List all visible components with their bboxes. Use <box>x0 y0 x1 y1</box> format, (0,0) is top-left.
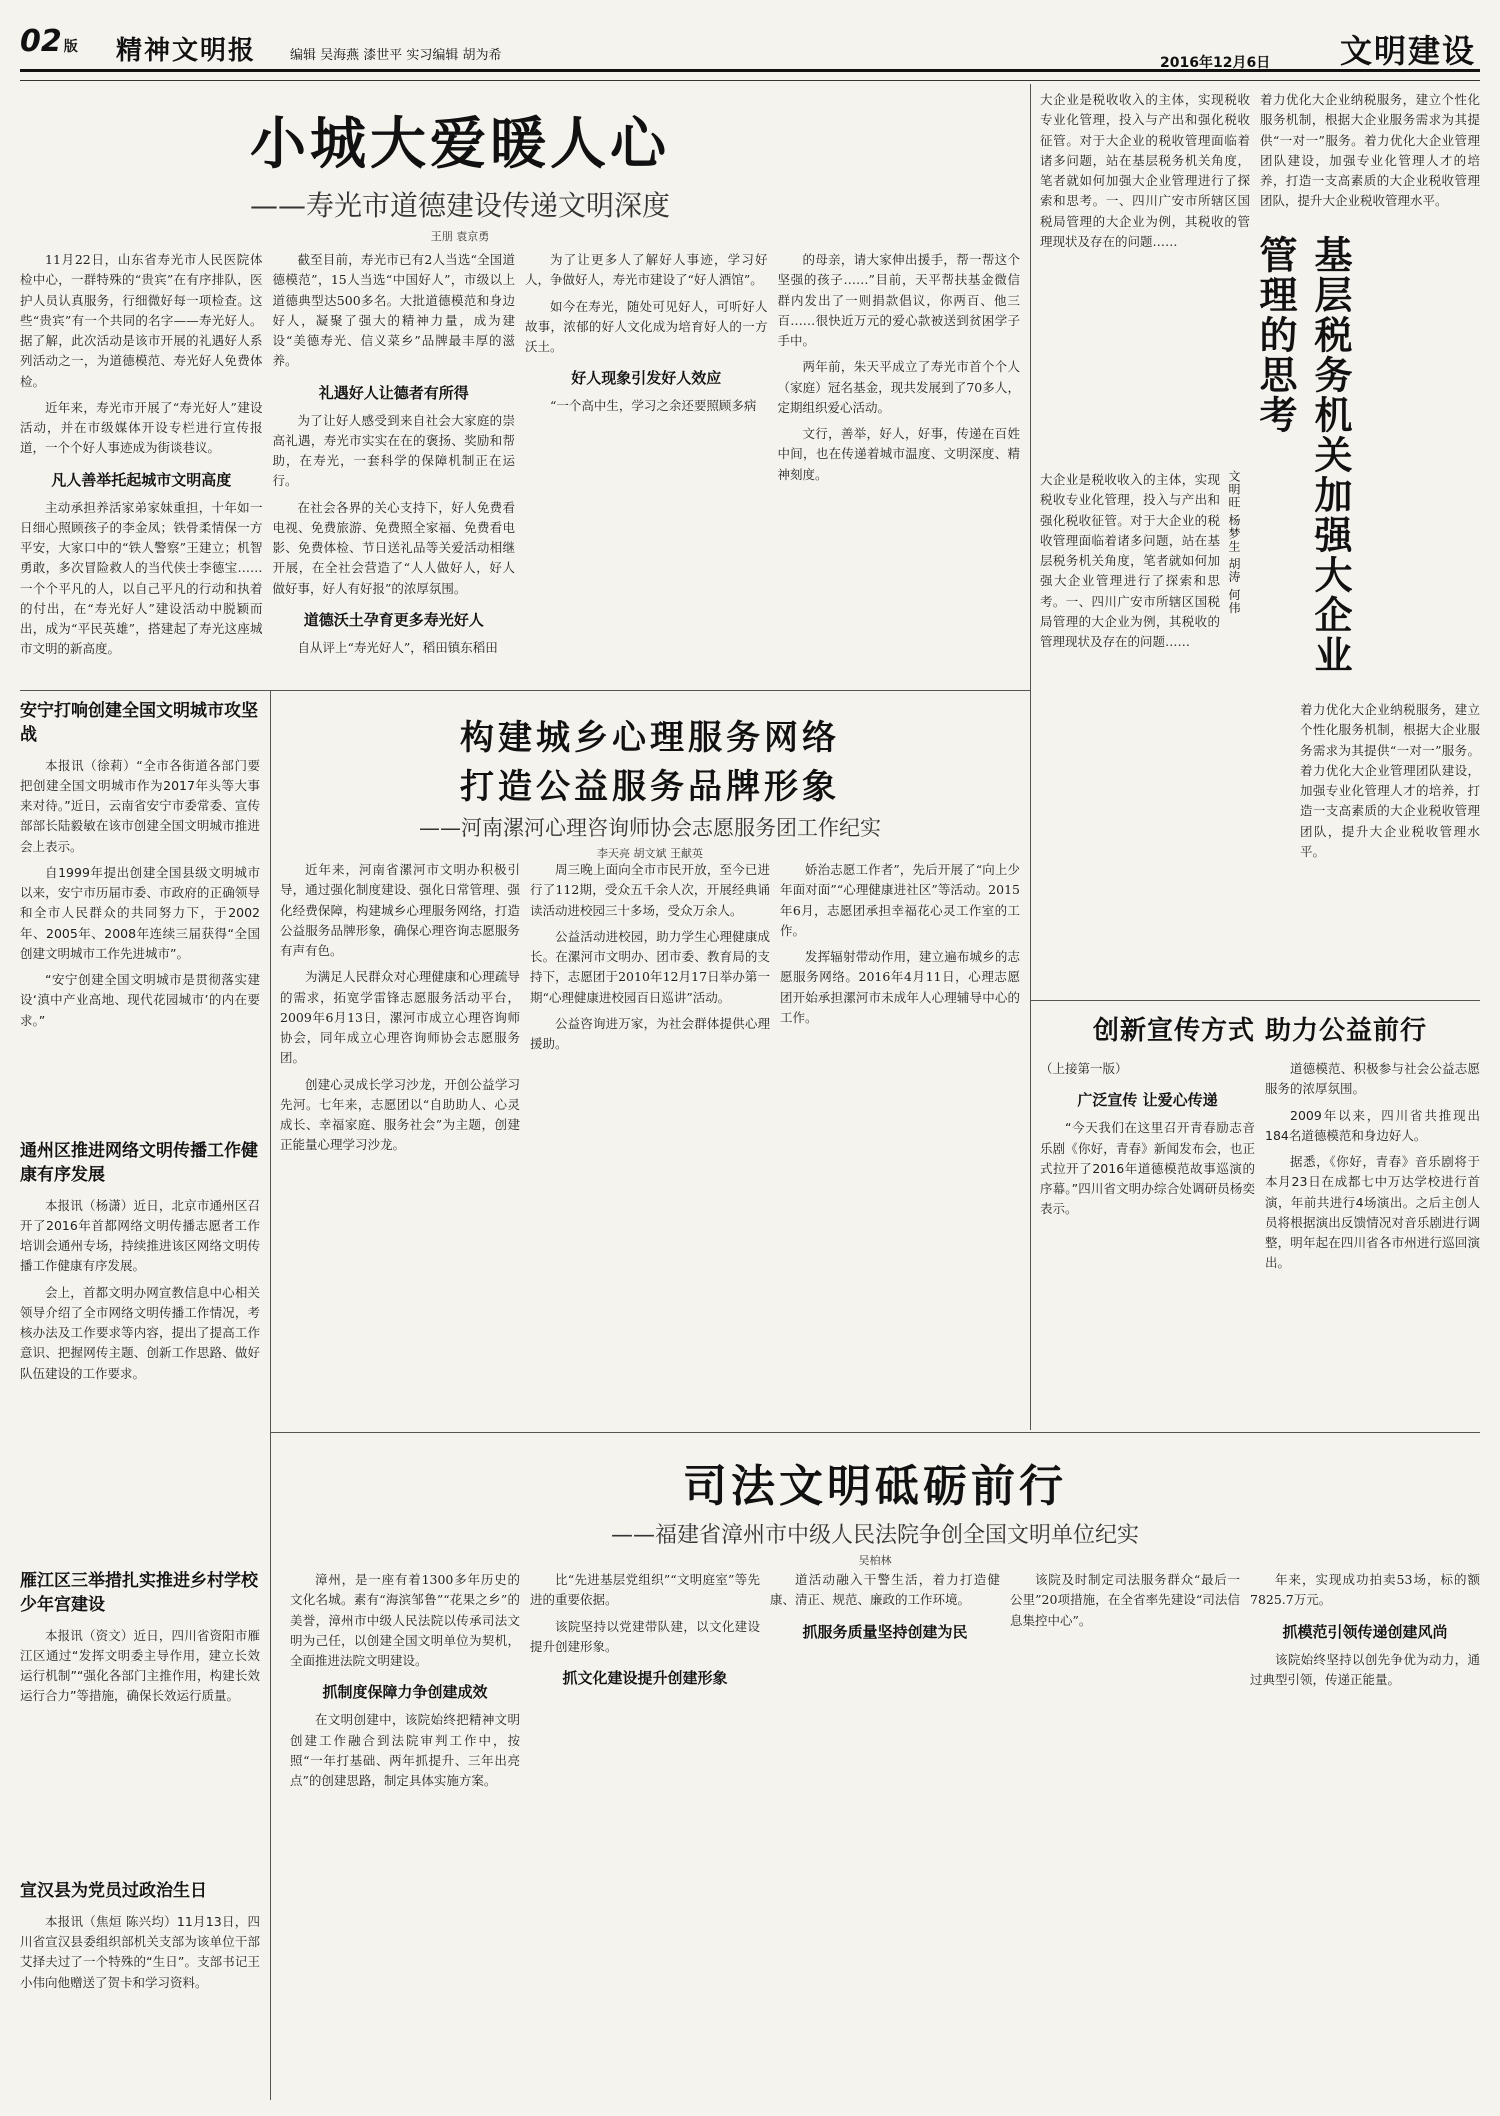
paragraph: 该院坚持以党建带队建，以文化建设提升创建形象。 <box>530 1618 760 1654</box>
paragraph: 年来，实现成功拍卖53场，标的额7825.7万元。 <box>1250 1572 1480 1608</box>
article9-header <box>300 1450 1450 1568</box>
article7-body <box>280 860 1020 1410</box>
article7-subtitle: ——河南漯河心理咨询师协会志愿服务团工作纪实 <box>419 816 881 840</box>
article7-column-1 <box>280 860 520 1410</box>
article9-column-2 <box>530 1570 760 2090</box>
issue-date: 2016年12月6日 <box>1160 55 1271 71</box>
article9-subhead-3: 抓服务质量坚持创建为民 <box>802 1622 968 1641</box>
paragraph: 文行，善举，好人，好事，传递在百姓中间，也在传递着城市温度、文明深度、精神刻度。 <box>777 426 1020 482</box>
masthead <box>20 22 1480 72</box>
editors-line: 编辑 吴海燕 漆世平 实习编辑 胡为希 <box>290 48 502 63</box>
article5 <box>20 1570 260 1846</box>
article9-column-4 <box>1010 1570 1240 2090</box>
article9-subhead-2: 抓文化建设提升创建形象 <box>562 1669 728 1687</box>
article5-title: 雁江区三举措扎实推进乡村学校少年宫建设 <box>20 1571 258 1615</box>
article1-column-3 <box>525 250 768 675</box>
paragraph: 比“先进基层党组织”“文明庭室”等先进的重要依据。 <box>530 1572 760 1608</box>
paragraph: 该院及时制定司法服务群众“最后一公里”20项措施，在全省率先建设“司法信息集控中心”。 <box>1010 1572 1240 1628</box>
paragraph: 两年前，朱天平成立了寿光市首个个人（家庭）冠名基金，现共发展到了70多人，定期组织爱心活动。 <box>777 359 1020 415</box>
article2-byline: 文明旺 杨梦生 胡涛 何伟 <box>1227 470 1241 615</box>
paragraph: 公益活动进校园，助力学生心理健康成长。在漯河市文明办、团市委、教育局的支持下，志愿团于2010年12月17日举办第一期“心理健康进校园百日巡讲”活动。 <box>530 928 770 1005</box>
divider <box>20 690 1030 691</box>
article2-title: 基层税务机关加强大企业管理的思考 <box>1253 235 1352 675</box>
article7-column-2 <box>530 860 770 1410</box>
divider <box>270 1432 1480 1433</box>
paragraph: “安宁创建全国文明城市是贯彻落实建设‘滇中产业高地、现代花园城市’的内在要求。” <box>20 972 260 1028</box>
article8-subhead: 广泛宣传 让爱心传递 <box>1077 1091 1218 1110</box>
article9-subtitle: ——福建省漳州市中级人民法院争创全国文明单位纪实 <box>610 1523 1139 1548</box>
article9-byline: 吴柏林 <box>858 1554 892 1567</box>
article1-subhead-2: 礼遇好人让德者有所得 <box>318 383 469 402</box>
paragraph: 道德模范、积极参与社会公益志愿服务的浓厚氛围。 <box>1265 1061 1480 1097</box>
article9-subhead-1: 抓制度保障力争创建成效 <box>322 1683 488 1702</box>
paragraph: 为了让更多人了解好人事迹，学习好人，争做好人，寿光市建设了“好人酒馆”。 <box>525 252 768 288</box>
article7-column-3 <box>780 860 1020 1410</box>
article1-body <box>20 250 1020 675</box>
divider <box>1030 84 1031 1084</box>
paragraph: 会上，首都文明办网宣教信息中心相关领导介绍了全市网络文明传播工作情况，考核办法及工作要求等内容，提出了提高工作意识、把握网传主题、创新工作思路、做好队伍建设的工作要求。 <box>20 1284 260 1381</box>
article4-title: 通州区推进网络文明传播工作健康有序发展 <box>20 1141 258 1185</box>
paragraph: 本报讯（焦烜 陈兴均）11月13日，四川省宣汉县委组织部机关支部为该单位干部艾择夫过了一个特殊的“生日”。支部书记王小伟向他赠送了贺卡和学习资料。 <box>20 1913 260 1990</box>
article9-column-3 <box>770 1570 1000 2090</box>
article1-column-1 <box>20 250 263 675</box>
paragraph: 的母亲，请大家伸出援手，帮一帮这个坚强的孩子……”目前，天平帮扶基金微信群内发出了一则捐款倡议，你两百、他三百……很快近万元的爱心款被送到贫困学子手中。 <box>777 252 1020 348</box>
paragraph: 自从评上“寿光好人”，稻田镇东稻田 <box>297 639 498 655</box>
divider <box>270 690 271 2100</box>
paragraph: 发挥辐射带动作用，建立遍布城乡的志愿服务网络。2016年4月11日，心理志愿团开始承担漯河市未成年人心理辅导中心的工作。 <box>780 949 1020 1025</box>
paragraph: 主动承担养活家弟家妹重担，十年如一日细心照顾孩子的李金凤；铁骨柔情保一方平安，大家口中的“铁人警察”王建立；机智勇敢，多次冒险救人的当代侠士李德宝……一个个平凡的人，以自己平凡的行动和执着的付出，在“寿光好人”建设活动中脱颖而出，成为“平民英雄”，搭建起了寿光这座城市文明的新高度。 <box>20 499 263 657</box>
paragraph: “今天我们在这里召开青春励志音乐剧《你好，青春》新闻发布会，也正式拉开了2016年道德模范故事巡演的序幕。”四川省文明办综合处调研员杨奕表示。 <box>1040 1120 1255 1217</box>
article1-subhead-3: 道德沃土孕育更多寿光好人 <box>303 610 484 629</box>
paragraph: 自1999年提出创建全国县级文明城市以来，安宁市历届市委、市政府的正确领导和全市人民群众的共同努力下，于2002年、2005年、2008年连续三届获得“全国创建文明城市工作先进城市”。 <box>20 864 260 961</box>
paragraph: 周三晚上面向全市市民开放，至今已进行了112期，受众五千余人次，开展经典诵读活动进校园三十多场，受众万余人。 <box>530 862 770 918</box>
section-title: 文明建设 <box>1339 32 1476 70</box>
article2-text-top-left: 大企业是税收收入的主体，实现税收专业化管理，投入与产出和强化税收征管。对于大企业的税收管理面临着诸多问题，站在基层税务机关角度，笔者就如何加强大企业管理进行了探索和思考。一、四川广安市所辖区国税局管理的大企业为例，其税收的管理现状及存在的问题…… <box>1040 92 1250 249</box>
article1-column-2 <box>273 250 516 675</box>
article8 <box>1040 1010 1480 1409</box>
article9-body <box>290 1570 1480 2090</box>
paragraph: 道活动融入干警生活，着力打造健康、清正、规范、廉政的工作环境。 <box>770 1572 1000 1608</box>
paragraph: 在文明创建中，该院始终把精神文明创建工作融合到法院审判工作中，按照“一年打基础、两年抓提升、三年出亮点”的创建思路，制定具体实施方案。 <box>290 1712 520 1788</box>
article1-title: 小城大爱暖人心 <box>250 112 670 177</box>
article9-column-1 <box>290 1570 520 2090</box>
article6-title: 宣汉县为党员过政治生日 <box>20 1881 207 1901</box>
article9-subhead-4: 抓模范引领传递创建风尚 <box>1282 1622 1448 1641</box>
article2-text-top-right: 着力优化大企业纳税服务，建立个性化服务机制，根据大企业服务需求为其提供“一对一”服务。着力优化大企业管理团队建设，加强专业化管理人才的培养，打造一支高素质的大企业税收管理团队，提升大企业税收管理水平。 <box>1260 92 1480 209</box>
paragraph: 本报讯（杨潇）近日，北京市通州区召开了2016年首都网络文明传播志愿者工作培训会通州专场，持续推进该区网络文明传播工作健康有序发展。 <box>20 1197 260 1274</box>
paragraph: 创建心灵成长学习沙龙，开创公益学习先河。七年来，志愿团以“自助助人、心灵成长、幸福家庭、服务社会”为主题，创建正能量心理学习沙龙。 <box>280 1076 520 1153</box>
paragraph: 在社会各界的关心支持下，好人免费看电视、免费旅游、免费照全家福、免费看电影、免费体检、节日送礼品等关爱活动相继开展，在全社会营造了“人人做好人，好人做好事，好人有好报”的浓厚氛围。 <box>272 499 515 596</box>
paragraph: 2009年以来，四川省共推现出184名道德模范和身边好人。 <box>1265 1107 1480 1143</box>
paragraph: 公益咨询进万家，为社会群体提供心理援助。 <box>530 1015 770 1051</box>
page-number: 02 版 <box>20 24 78 59</box>
article1-subtitle: ——寿光市道德建设传递文明深度 <box>249 189 670 222</box>
paragraph: 近年来，河南省漯河市文明办积极引导，通过强化制度建设、强化日常管理、强化经费保障，构建城乡心理服务网络，打造公益服务品牌形象，确保心理咨询志愿服务有声有色。 <box>280 862 520 958</box>
paper-name: 精神文明报 <box>116 36 257 66</box>
article2-text-bottom-right: 着力优化大企业纳税服务，建立个性化服务机制，根据大企业服务需求为其提供“一对一”服务。着力优化大企业管理团队建设，加强专业化管理人才的培养，打造一支高素质的大企业税收管理团队，提升大企业税收管理水平。 <box>1300 702 1480 859</box>
article1-byline: 王朋 袁京勇 <box>430 230 490 243</box>
divider <box>1030 1000 1031 1430</box>
article8-title: 创新宣传方式 助力公益前行 <box>1092 1016 1428 1046</box>
paragraph: 截至目前，寿光市已有2人当选“全国道德模范”，15人当选“中国好人”，市级以上道德典型达500多名。大批道德模范和身边好人，凝聚了强大的精神力量，成为建设“美德寿光、信义菜乡”品牌最丰厚的滋养。 <box>272 252 515 369</box>
paragraph: 漳州，是一座有着1300多年历史的文化名城。素有“海滨邹鲁”“花果之乡”的美誉，漳州市中级人民法院以传承司法文明为己任，以创建全国文明单位为契机，全面推进法院文明建设。 <box>290 1572 520 1668</box>
paragraph: 娇治志愿工作者”，先后开展了“向上少年面对面”“心理健康进社区”等活动。2015年6月，志愿团承担幸福花心灵工作室的工作。 <box>780 862 1020 938</box>
article8-column-1 <box>1040 1059 1255 1409</box>
article7-title-line2: 打造公益服务品牌形象 <box>460 767 840 807</box>
continued-note: （上接第一版） <box>1040 1061 1128 1076</box>
article1-subhead-1: 凡人善举托起城市文明高度 <box>51 470 232 489</box>
article7-header <box>280 710 1020 861</box>
paragraph: 该院始终坚持以创先争优为动力，通过典型引领，传递正能量。 <box>1250 1651 1480 1687</box>
paragraph: 为了让好人感受到来自社会大家庭的崇高礼遇，寿光市实实在在的褒扬、奖励和帮助，在寿光，一套科学的保障机制正在运行。 <box>272 412 515 489</box>
article1-column-4 <box>778 250 1021 675</box>
paragraph: 近年来，寿光市开展了“寿光好人”建设活动，并在市级媒体开设专栏进行宣传报道，一个个好人事迹成为街谈巷议。 <box>20 399 263 456</box>
article9-title: 司法文明砥砺前行 <box>683 1461 1067 1512</box>
paragraph: 为满足人民群众对心理健康和心理疏导的需求，拓宽学雷锋志愿服务活动平台，2009年6月13日，漯河市成立心理咨询师协会，同年成立心理咨询师协会志愿服务团。 <box>280 969 520 1066</box>
article7-title: 构建城乡心理服务网络 <box>460 718 840 758</box>
paragraph: 本报讯（资文）近日，四川省资阳市雁江区通过“发挥文明委主导作用，建立长效运行机制”“强化各部门主推作用，构建长效运行合力”等措施，确保长效运行质量。 <box>20 1627 260 1704</box>
paragraph: 如今在寿光，随处可见好人，可听好人故事，浓郁的好人文化成为培育好人的一方沃土。 <box>525 298 768 354</box>
article8-body <box>1040 1059 1480 1409</box>
article6 <box>20 1880 260 2082</box>
article9-column-5 <box>1250 1570 1480 2090</box>
paragraph: 本报讯（徐莉）“全市各街道各部门要把创建全国文明城市作为2017年头等大事来对待。”近日，云南省安宁市委常委、宣传部部长陆毅敏在该市创建全国文明城市推进会上表示。 <box>20 757 260 854</box>
paragraph: “一个高中生，学习之余还要照顾多病 <box>550 398 757 414</box>
article3-title: 安宁打响创建全国文明城市攻坚战 <box>20 701 258 745</box>
divider <box>1030 1000 1480 1001</box>
article8-column-2 <box>1265 1059 1480 1409</box>
article2-text-bottom-left: 大企业是税收收入的主体，实现税收专业化管理，投入与产出和强化税收征管。对于大企业的税收管理面临着诸多问题，站在基层税务机关角度，笔者就如何加强大企业管理进行了探索和思考。一、四川广安市所辖区国税局管理的大企业为例，其税收的管理现状及存在的问题…… <box>1040 472 1220 649</box>
article3 <box>20 700 260 1156</box>
paragraph: 据悉，《你好，青春》音乐剧将于本月23日在成都七中万达学校进行首演，年前共进行4场演出。之后主创人员将根据演出反馈情况对音乐剧进行调整，明年起在四川省各市州进行巡回演出。 <box>1265 1154 1480 1271</box>
article7-byline: 李天亮 胡文斌 王献英 <box>597 847 703 860</box>
paragraph: 11月22日，山东省寿光市人民医院体检中心，一群特殊的“贵宾”在有序排队，医护人员认真服务，行细微好每一项检查。这些“贵宾”有一个共同的名字——寿光好人。据了解，此次活动是该市开展的礼遇好人系列活动之一，为道德模范、寿光好人免费体检。 <box>20 252 263 389</box>
article1-subhead-4: 好人现象引发好人效应 <box>571 369 722 388</box>
article1-header <box>180 100 740 244</box>
article4 <box>20 1140 260 1496</box>
masthead-rule <box>20 80 1480 81</box>
